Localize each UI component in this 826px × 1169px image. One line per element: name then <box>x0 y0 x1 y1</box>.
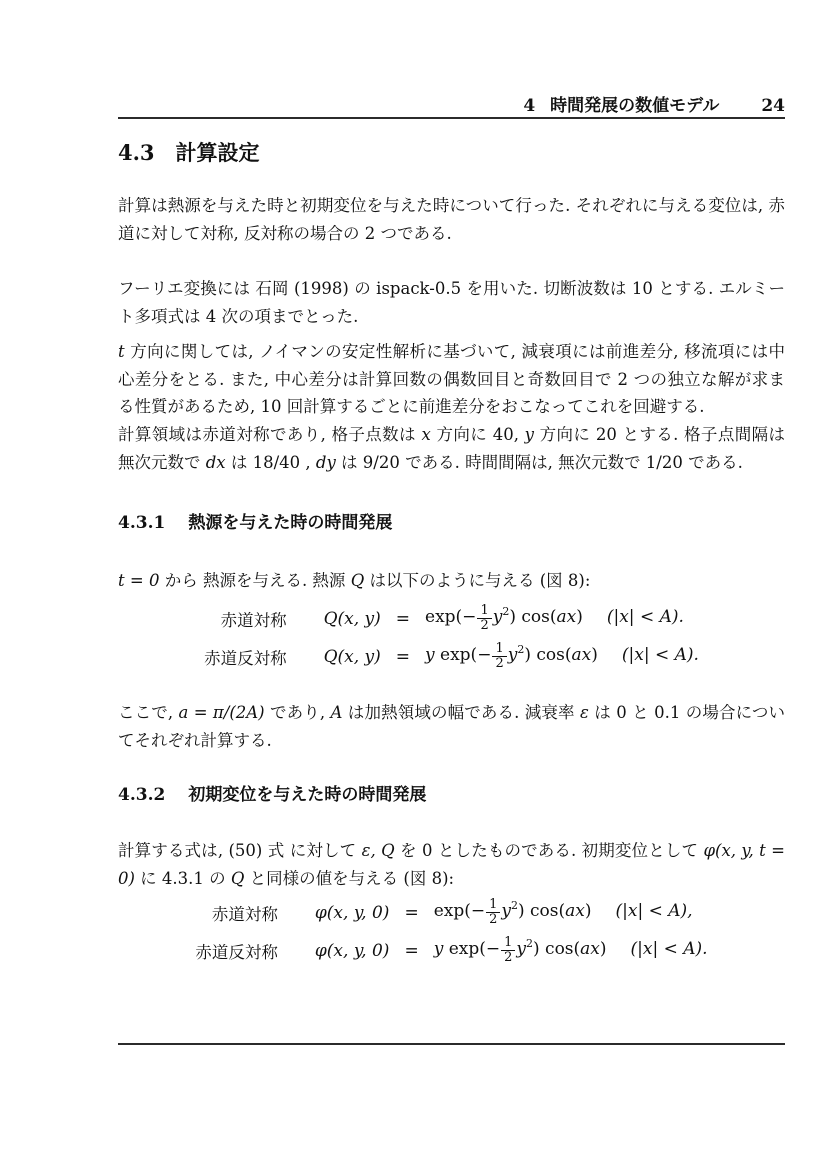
paragraph-text: であり, <box>264 703 331 722</box>
math-var-x: x <box>421 425 431 444</box>
paragraph-fourier-transform <box>118 275 785 330</box>
paragraph-text: は 9/20 である. 時間間隔は, 無次元数で 1/20 である. <box>335 452 743 472</box>
fraction-denominator: 2 <box>492 656 506 671</box>
close-paren: ) <box>599 938 607 959</box>
cos-argument: ax <box>556 606 577 627</box>
equals-sign: = <box>404 940 419 961</box>
fraction-one-half <box>501 936 515 965</box>
fraction-numerator: 1 <box>480 603 489 618</box>
math-var-t: t <box>118 342 125 361</box>
equation-lhs: Q(x, y) <box>323 646 381 667</box>
math-a-definition: a = π/(2A) <box>178 703 265 722</box>
paragraph-text: に 4.3.1 の <box>134 868 231 888</box>
section-title: 計算設定 <box>175 142 260 165</box>
paragraph-grid-settings <box>118 421 785 476</box>
close-paren: ) <box>591 644 598 665</box>
cos-open: ) cos( <box>524 644 572 665</box>
equation-rhs <box>434 936 708 965</box>
paragraph-heat-source-intro <box>118 567 785 595</box>
paragraph-heating-width <box>118 699 785 754</box>
paragraph-text: 方向に 20 とする. 格子点間隔は無次元数で <box>118 425 785 472</box>
equation-lhs: Q(x, y) <box>323 608 381 629</box>
equation-lhs: φ(x, y, 0) <box>314 940 390 961</box>
math-var-dy: dy <box>315 452 336 472</box>
equation-rhs <box>425 604 699 633</box>
subsection-title: 熱源を与えた時の時間発展 <box>188 513 393 532</box>
math-var-dx: dx <box>205 452 226 472</box>
fraction-denominator: 2 <box>486 912 500 927</box>
equation-label-antisymmetric: 赤道反対称 <box>195 942 278 962</box>
math-epsilon-q: ε, Q <box>361 841 395 860</box>
chapter-title: 時間発展の数値モデル <box>550 96 720 115</box>
exponent: 2 <box>502 605 510 619</box>
equation-lhs: φ(x, y, 0) <box>314 902 390 923</box>
equation-label-symmetric: 赤道対称 <box>211 904 278 924</box>
fraction-numerator: 1 <box>504 935 513 951</box>
close-paren: ) <box>576 606 583 627</box>
equation-rhs <box>425 642 699 671</box>
section-number: 4.3 <box>118 140 155 165</box>
chapter-number: 4 <box>523 96 536 116</box>
close-paren: ) <box>584 900 592 921</box>
running-header <box>118 91 785 116</box>
subsection-heading-432 <box>118 783 785 807</box>
equation-condition: (|x| < A), <box>615 900 693 921</box>
math-var-q: Q <box>230 868 245 888</box>
math-var-epsilon: ε <box>579 703 589 722</box>
paragraph-initial-displacement-intro <box>118 837 785 892</box>
equation-rhs <box>434 898 708 927</box>
math-var-y: y <box>524 425 534 444</box>
fraction-numerator: 1 <box>495 641 504 657</box>
equation-grid <box>195 898 707 965</box>
gauss-argument: y <box>501 900 511 921</box>
cos-open: ) cos( <box>518 900 566 921</box>
footer-rule <box>118 1043 785 1045</box>
rhs-prefix: y <box>425 644 441 665</box>
subsection-title: 初期変位を与えた時の時間発展 <box>188 785 427 804</box>
page-number: 24 <box>761 96 785 116</box>
equals-sign: = <box>395 646 411 667</box>
exp-open: exp(− <box>448 938 501 959</box>
equation-label-antisymmetric: 赤道反対称 <box>204 648 287 668</box>
paragraph-text: を 0 としたものである. 初期変位として <box>394 841 704 860</box>
paragraph-text: 方向に関しては, ノイマンの安定性解析に基づいて, 減衰項には前進差分, 移流項には中心差分をとる. また, 中心差分は計算回数の偶数回目と奇数回目で 2 つの独立な解が求まる性質があるため, 10 回計算するごとに前進差分をおこなってこれを回避する. <box>118 342 785 416</box>
exponent: 2 <box>511 899 518 913</box>
paragraph-computation-overview <box>118 192 785 247</box>
fraction-denominator: 2 <box>501 950 515 965</box>
paragraph-text: は加熱領域の幅である. 減衰率 <box>342 703 580 722</box>
section-heading <box>118 138 785 169</box>
cos-argument: ax <box>565 900 585 921</box>
fraction-one-half <box>492 642 506 671</box>
paragraph-text: は 18/40 , <box>225 452 316 472</box>
subsection-number: 4.3.2 <box>118 785 166 805</box>
gauss-argument: y <box>492 606 503 627</box>
paragraph-text: は以下のように与える (図 8): <box>364 571 591 590</box>
equation-block-heat-source <box>118 604 785 671</box>
fraction-denominator: 2 <box>477 618 491 633</box>
exponent: 2 <box>517 643 525 657</box>
paragraph-text: 方向に 40, <box>430 425 525 444</box>
paragraph-text: ここで, <box>118 703 179 722</box>
equation-block-initial-displacement <box>118 898 785 965</box>
gauss-argument: y <box>507 644 518 665</box>
paragraph-text: から 熱源を与える. 熱源 <box>159 571 351 590</box>
paragraph-text: は 0 と 0.1 の場合についてそれぞれ計算する. <box>118 703 785 750</box>
cos-open: ) cos( <box>509 606 557 627</box>
paragraph-text: 計算は熱源を与えた時と初期変位を与えた時について行った. それぞれに与える変位は, 赤道に対して対称, 反対称の場合の 2 つである. <box>118 196 785 243</box>
running-chapter <box>523 91 719 116</box>
equation-condition: (|x| < A). <box>606 606 684 627</box>
cos-argument: ax <box>571 644 592 665</box>
paragraph-text: 計算領域は赤道対称であり, 格子点数は <box>118 425 422 444</box>
exp-open: exp(− <box>433 900 486 921</box>
cos-argument: ax <box>580 938 600 959</box>
exp-open: exp(− <box>425 606 477 627</box>
fraction-one-half <box>477 604 491 633</box>
math-var-A: A <box>330 703 343 722</box>
equation-condition: (|x| < A). <box>630 938 708 959</box>
fraction-numerator: 1 <box>489 897 498 912</box>
paragraph-text: と同様の値を与える (図 8): <box>244 868 455 888</box>
paragraph-time-differencing <box>118 338 785 421</box>
exp-open: exp(− <box>440 644 492 665</box>
equation-condition: (|x| < A). <box>621 644 699 665</box>
equation-label-symmetric: 赤道対称 <box>220 610 287 630</box>
paragraph-text: 計算する式は, (50) 式 に対して <box>118 841 362 860</box>
subsection-number: 4.3.1 <box>118 513 166 533</box>
equation-grid <box>204 604 699 671</box>
exponent: 2 <box>526 937 534 951</box>
text-column <box>118 0 785 1169</box>
cos-open: ) cos( <box>533 938 581 959</box>
math-t-equals-0: t = 0 <box>118 571 160 590</box>
math-phi-initial: φ(x, y, t = 0) <box>118 841 785 888</box>
fraction-one-half <box>486 898 500 927</box>
gauss-argument: y <box>516 938 527 959</box>
subsection-heading-431 <box>118 511 785 535</box>
math-var-q: Q <box>350 571 365 590</box>
equals-sign: = <box>404 902 419 923</box>
equals-sign: = <box>395 608 411 629</box>
rhs-prefix: y <box>433 938 449 959</box>
paragraph-text: フーリエ変換には 石岡 (1998) の ispack-0.5 を用いた. 切断波数は 10 とする. エルミート多項式は 4 次の項までとった. <box>118 279 785 326</box>
header-rule <box>118 117 785 119</box>
